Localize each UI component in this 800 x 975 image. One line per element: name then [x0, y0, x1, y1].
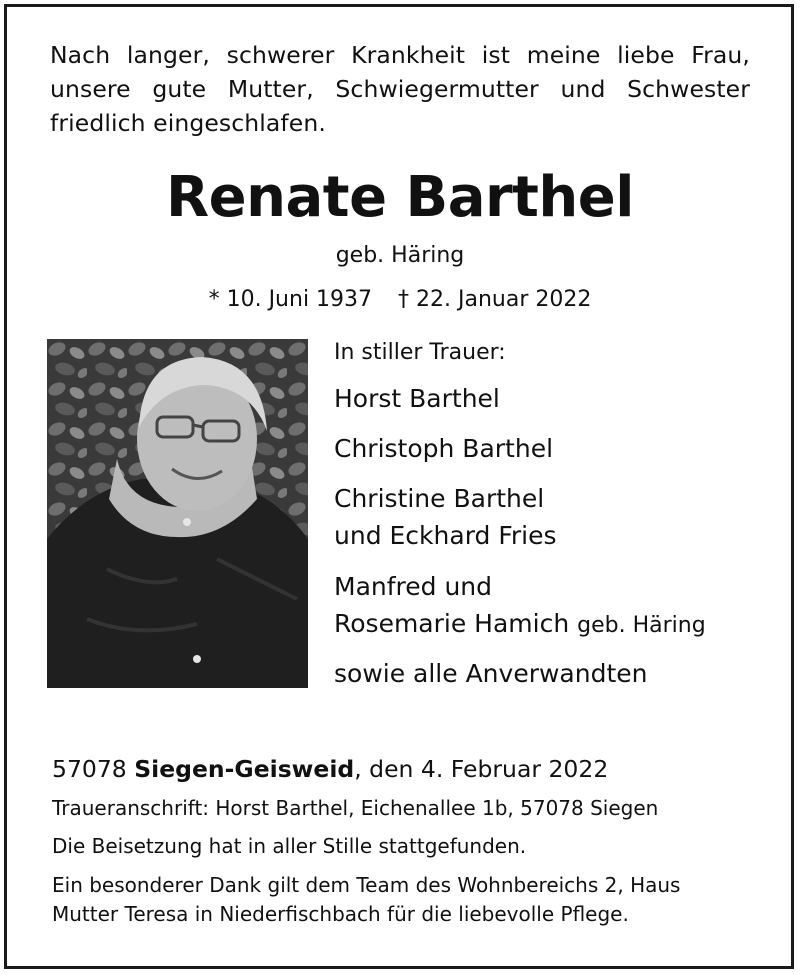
mourner-rosemarie [334, 605, 706, 644]
thanks-line-1: Ein besonderer Dank gilt dem Team des Wohnbereichs 2, Haus [52, 873, 681, 897]
thanks-line-2: Mutter Teresa in Niederfischbach für die liebevolle Pflege. [52, 902, 629, 926]
life-dates [0, 284, 800, 316]
burial-note: Die Beisetzung hat in aller Stille stattgefunden. [52, 834, 527, 858]
mourner-horst: Horst Barthel [334, 384, 500, 413]
postal-code: 57078 [52, 755, 127, 783]
mourner-relatives: sowie alle Anverwandten [334, 659, 648, 688]
deceased-name: Renate Barthel [166, 165, 634, 230]
mourner-rosemarie-birth-name: geb. Häring [577, 613, 706, 638]
death-date: † 22. Januar 2022 [398, 287, 592, 312]
place-name: Siegen-Geisweid [134, 755, 355, 783]
mourner-christine: Christine Barthel [334, 484, 545, 513]
portrait-photo-icon [47, 339, 308, 688]
mourning-address: Traueranschrift: Horst Barthel, Eichenallee 1b, 57078 Siegen [52, 796, 659, 820]
mourner-eckhard: und Eckhard Fries [334, 521, 557, 550]
birth-name: geb. Häring [335, 243, 465, 268]
mourner-manfred: Manfred und [334, 572, 493, 601]
notice-date: , den 4. Februar 2022 [354, 755, 609, 783]
place-date-line [52, 752, 608, 786]
mourner-rosemarie-name: Rosemarie Hamich [334, 609, 570, 638]
mourner-christoph: Christoph Barthel [334, 434, 554, 463]
birth-date: * 10. Juni 1937 [208, 287, 373, 312]
portrait-photo [47, 339, 308, 688]
intro-text: Nach langer, schwerer Krankheit ist meine liebe Frau, unsere gute Mutter, Schwiegermutter und Schwester friedlich eingeschlafen. [50, 41, 750, 137]
mourning-heading: In stiller Trauer: [334, 340, 506, 365]
